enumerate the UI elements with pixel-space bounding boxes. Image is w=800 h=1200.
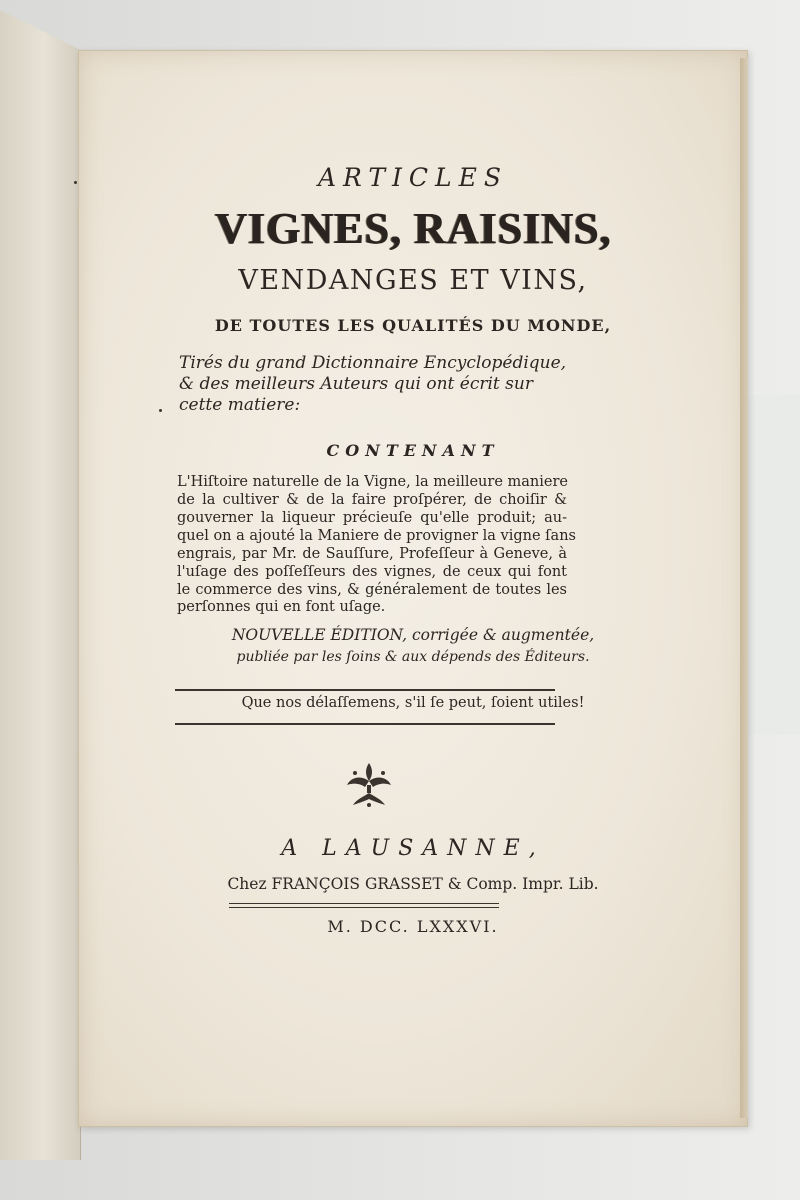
left-page-leaf <box>0 10 81 1160</box>
subtitle: VENDANGES ET VINS, <box>238 265 588 296</box>
source-line-2: & des meilleurs Auteurs qui ont écrit sur <box>179 374 533 394</box>
contents-line-5: engrais, par Mr. de Sauſſure, Profeſſeur à Geneve, à <box>177 546 567 562</box>
publisher-line: Chez FRANÇOIS GRASSET & Comp. Impr. Lib. <box>227 875 599 893</box>
background-panel <box>739 395 800 735</box>
publication-year: M. DCC. LXXXVI. <box>327 917 499 936</box>
contents-line-2: de la cultiver & de la faire proſpérer, de choiſir & <box>177 492 567 508</box>
edition-line-2: publiée par les ſoins & aux dépends des Éditeurs. <box>236 649 590 665</box>
year-rule-top-2 <box>229 907 499 908</box>
year-rule-top-1 <box>229 903 499 904</box>
articles-heading: ARTICLES <box>317 163 509 192</box>
edition-line-1: NOUVELLE ÉDITION, corrigée & augmentée, <box>231 626 595 644</box>
fleuron-ornament-icon <box>343 759 395 809</box>
contents-line-4: quel on a ajouté la Maniere de provigner la vigne ſans <box>177 528 576 544</box>
title-page <box>78 50 748 1127</box>
motto-rule-top <box>175 689 555 691</box>
motto-rule-bottom <box>175 723 555 725</box>
source-line-3: cette matiere: <box>179 395 301 415</box>
contents-line-3: gouverner la liqueur précieuſe qu'elle produit; au- <box>177 510 567 526</box>
contents-line-7: le commerce des vins, & généralement de toutes les <box>177 582 567 598</box>
place-of-publication: A LAUSANNE, <box>281 836 545 861</box>
contents-line-1: L'Hiſtoire naturelle de la Vigne, la meilleure maniere <box>177 474 568 490</box>
main-title: VIGNES, RAISINS, <box>214 204 612 253</box>
page-edge <box>740 58 748 1118</box>
contenant-heading: CONTENANT <box>326 441 500 460</box>
subtitle-qualites: DE TOUTES LES QUALITÉS DU MONDE, <box>214 316 612 335</box>
ink-speck <box>159 409 162 412</box>
contents-line-6: l'uſage des poſſeſſeurs des vignes, de ceux qui font <box>177 564 567 580</box>
contents-line-8: perſonnes qui en font uſage. <box>177 599 386 615</box>
motto: Que nos délaſſemens, s'il ſe peut, ſoient utiles! <box>241 695 585 711</box>
source-line-1: Tirés du grand Dictionnaire Encyclopédique, <box>179 353 567 373</box>
binding-mark <box>74 181 77 184</box>
